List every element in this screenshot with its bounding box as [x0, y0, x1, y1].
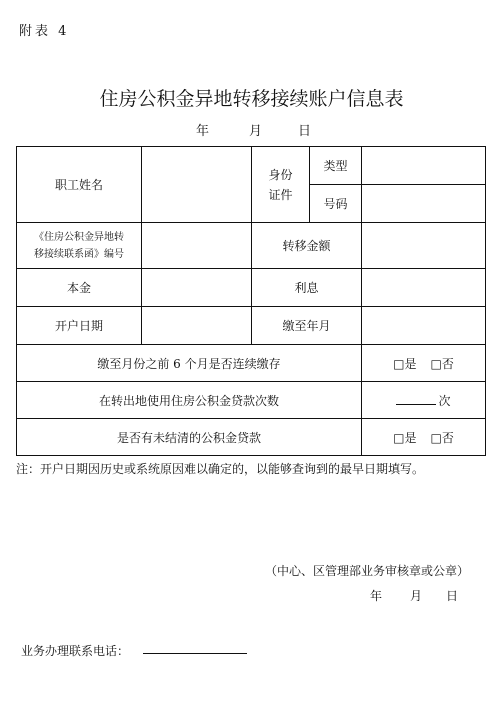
stamp-date-year: 年: [370, 589, 383, 603]
id-type-field[interactable]: [362, 147, 486, 185]
transfer-amount-label: 转移金额: [252, 223, 362, 269]
form-date: [196, 120, 311, 139]
continuous-deposit-choice[interactable]: [362, 345, 486, 382]
loan-count-blank[interactable]: [396, 393, 436, 405]
loan-count-question: 在转出地使用住房公积金贷款次数: [17, 382, 362, 419]
principal-label: 本金: [17, 269, 142, 307]
date-month: 月: [249, 124, 263, 139]
employee-name-label: 职工姓名: [17, 147, 142, 223]
outstanding-loan-no-checkbox[interactable]: □否: [430, 430, 454, 445]
interest-field[interactable]: [362, 269, 486, 307]
contact-phone-field[interactable]: [143, 653, 247, 654]
paid-until-label: 缴至年月: [252, 307, 362, 345]
stamp-date: [370, 587, 458, 604]
stamp-label: （中心、区管理部业务审核章或公章）: [265, 564, 470, 578]
stamp-date-month: 月: [410, 589, 423, 603]
continuous-deposit-no-checkbox[interactable]: □否: [430, 356, 454, 371]
footnote: 注：开户日期因历史或系统原因难以确定的，以能够查询到的最早日期填写。: [16, 462, 425, 476]
loan-count-unit: 次: [438, 393, 451, 408]
contact-letter-number-field[interactable]: [142, 223, 252, 269]
id-number-label: 号码: [310, 185, 362, 223]
continuous-deposit-yes-checkbox[interactable]: □是: [393, 356, 417, 371]
transfer-amount-field[interactable]: [362, 223, 486, 269]
form-title: 住房公积金异地转移接续账户信息表: [99, 88, 404, 110]
outstanding-loan-choice[interactable]: [362, 419, 486, 456]
appendix-label: 附表 4: [19, 24, 70, 39]
stamp-date-day: 日: [446, 589, 459, 603]
paid-until-field[interactable]: [362, 307, 486, 345]
interest-label: 利息: [252, 269, 362, 307]
id-type-label: 类型: [310, 147, 362, 185]
outstanding-loan-yes-checkbox[interactable]: □是: [393, 430, 417, 445]
date-day: 日: [298, 124, 312, 139]
date-year: 年: [196, 124, 210, 139]
principal-field[interactable]: [142, 269, 252, 307]
account-open-date-field[interactable]: [142, 307, 252, 345]
id-document-label: 身份证件: [252, 147, 310, 223]
outstanding-loan-question: 是否有未结清的公积金贷款: [17, 419, 362, 456]
continuous-deposit-question: 缴至月份之前 6 个月是否连续缴存: [17, 345, 362, 382]
employee-name-field[interactable]: [142, 147, 252, 223]
account-open-date-label: 开户日期: [17, 307, 142, 345]
contact-phone-label: 业务办理联系电话：: [21, 644, 130, 658]
account-info-table: [16, 146, 486, 456]
contact-letter-number-label: 《住房公积金异地转 移接续联系函》编号: [17, 223, 142, 269]
id-number-field[interactable]: [362, 185, 486, 223]
loan-count-field[interactable]: [362, 382, 486, 419]
